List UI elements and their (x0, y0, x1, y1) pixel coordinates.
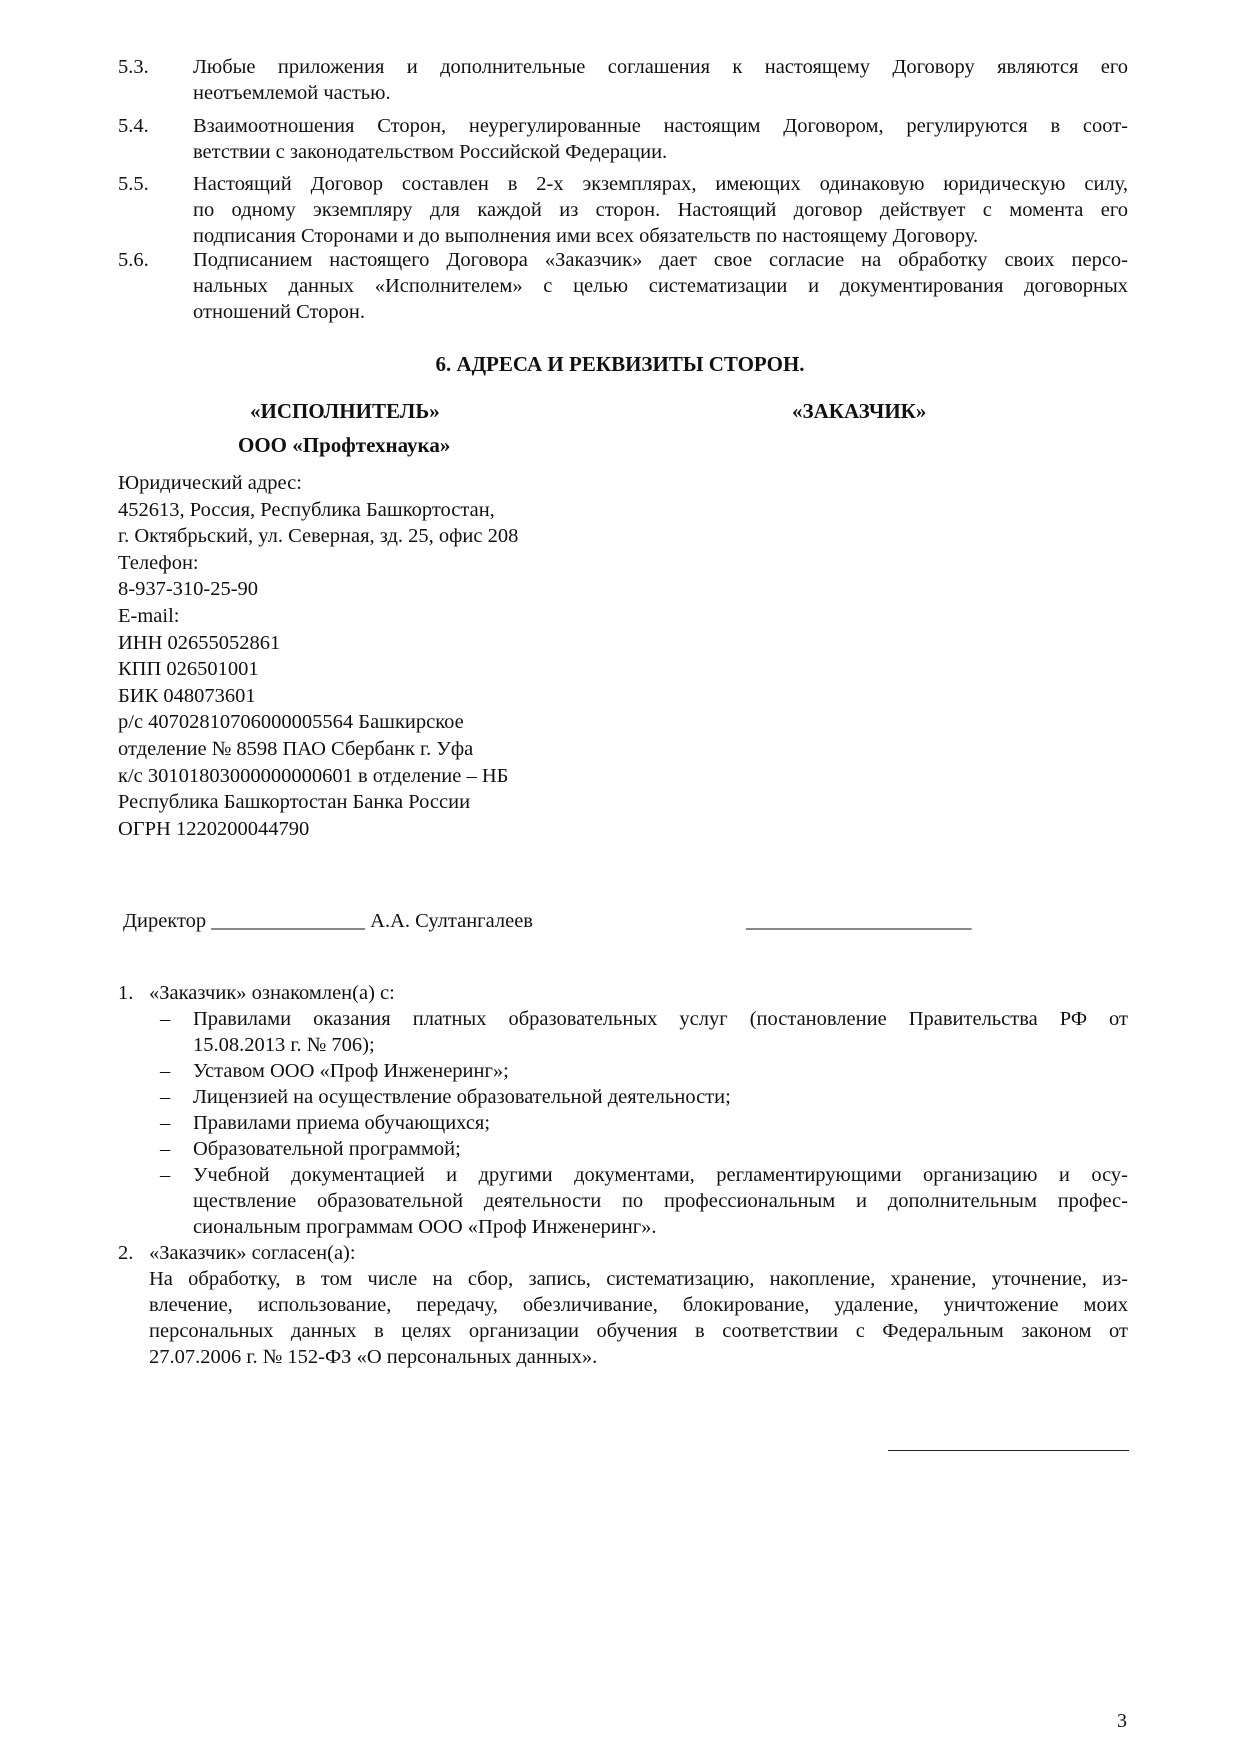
requisite-line: БИК 048073601 (118, 684, 256, 707)
list-item-line: Учебной документацией и другими документами, регламентирующими организацию и осу- (193, 1164, 1128, 1186)
list-item (160, 1006, 1128, 1058)
executor-requisites (118, 470, 518, 842)
requisite-line: ОГРН 1220200044790 (118, 817, 310, 840)
clause-line: по одному экземпляру для каждой из сторон. Настоящий договор действует с момента его (193, 199, 1128, 221)
list-item (160, 1110, 1128, 1136)
list-item-line: Образовательной программой; (193, 1138, 461, 1160)
list-item (160, 1058, 1128, 1084)
clause-line: отношений Сторон. (193, 301, 366, 323)
requisite-line: 452613, Россия, Республика Башкортостан, (118, 498, 495, 521)
clause-5-6 (118, 247, 1128, 325)
section-title: 6. АДРЕСА И РЕКВИЗИТЫ СТОРОН. (435, 352, 805, 376)
requisite-line: р/с 40702810706000005564 Башкирское (118, 711, 464, 734)
dash-bullet: – (160, 1112, 171, 1134)
list-number: 1. (118, 982, 134, 1004)
list-heading: «Заказчик» согласен(а): (149, 1242, 356, 1264)
executor-name: ООО «Профтехнаука» (238, 433, 451, 457)
requisite-line: КПП 026501001 (118, 658, 259, 681)
consent-line: На обработку, в том числе на сбор, запись, систематизацию, накопление, хранение, уточнение, из- (149, 1268, 1128, 1290)
executor-label: «ИСПОЛНИТЕЛЬ» (250, 399, 440, 423)
clause-5-5 (118, 171, 1128, 249)
dash-bullet: – (160, 1086, 171, 1108)
requisite-line: ИНН 02655052861 (118, 631, 281, 654)
customer-consent-signature-line (888, 1450, 1129, 1451)
consent-line: влечение, использование, передачу, обезличивание, блокирование, удаление, уничтожение моих (149, 1294, 1128, 1316)
list-heading: «Заказчик» ознакомлен(а) с: (149, 982, 395, 1004)
requisite-line: г. Октябрьский, ул. Северная, зд. 25, офис 208 (118, 525, 519, 548)
clause-number: 5.3. (118, 56, 149, 78)
dash-bullet: – (160, 1164, 171, 1186)
clause-5-3 (118, 54, 1128, 106)
clause-number: 5.4. (118, 115, 149, 137)
list-item (160, 1162, 1128, 1240)
list-item (160, 1136, 1128, 1162)
clause-line: Любые приложения и дополнительные соглашения к настоящему Договору являются его (193, 56, 1128, 78)
consent-section (118, 1240, 1128, 1370)
requisite-line: E-mail: (118, 604, 180, 627)
dash-bullet: – (160, 1138, 171, 1160)
dash-bullet: – (160, 1060, 171, 1082)
requisite-line: к/с 30101803000000000601 в отделение – НБ (118, 764, 509, 787)
customer-label: «ЗАКАЗЧИК» (792, 399, 927, 423)
clause-line: Настоящий Договор составлен в 2-х экземплярах, имеющих одинаковую юридическую силу, (193, 173, 1128, 195)
list-item-line: Лицензией на осуществление образовательной деятельности; (193, 1086, 731, 1108)
executor-signature-line: Директор _______________ А.А. Султангалеев (123, 910, 533, 932)
acknowledgement-list (118, 980, 1128, 1370)
clause-line: неотъемлемой частью. (193, 82, 391, 104)
customer-signature-line: ______________________ (746, 910, 972, 932)
clause-number: 5.5. (118, 173, 149, 195)
dash-bullet: – (160, 1008, 171, 1030)
requisite-line: отделение № 8598 ПАО Сбербанк г. Уфа (118, 737, 474, 760)
requisite-line: 8-937-310-25-90 (118, 578, 259, 601)
clause-line: нальных данных «Исполнителем» с целью систематизации и документирования договорных (193, 275, 1128, 297)
list-item-line: Правилами приема обучающихся; (193, 1112, 491, 1134)
list-item-line: сиональным программам ООО «Проф Инженеринг». (193, 1216, 657, 1238)
list-item-line: Правилами оказания платных образовательных услуг (постановление Правительства РФ от (193, 1008, 1128, 1030)
list-item-line: 15.08.2013 г. № 706); (193, 1034, 375, 1056)
clause-line: Взаимоотношения Сторон, неурегулированные настоящим Договором, регулируются в соот- (193, 115, 1128, 137)
consent-line: персональных данных в целях организации обучения в соответствии с Федеральным законом от (149, 1320, 1128, 1342)
clause-line: подписания Сторонами и до выполнения ими всех обязательств по настоящему Договору. (193, 225, 979, 247)
clause-number: 5.6. (118, 249, 149, 271)
requisite-line: Юридический адрес: (118, 472, 302, 494)
requisite-line: Телефон: (118, 551, 199, 574)
clause-line: ветствии с законодательством Российской Федерации. (193, 141, 668, 163)
list-item-line: ществление образовательной деятельности по профессиональным и дополнительным профес- (193, 1190, 1128, 1212)
list-item (160, 1084, 1128, 1110)
clause-5-4 (118, 113, 1128, 165)
consent-line: 27.07.2006 г. № 152-ФЗ «О персональных данных». (149, 1346, 598, 1368)
page-number: 3 (1117, 1710, 1127, 1732)
list-item-line: Уставом ООО «Проф Инженеринг»; (193, 1060, 509, 1082)
clause-line: Подписанием настоящего Договора «Заказчик» дает свое согласие на обработку своих персо- (193, 249, 1128, 271)
list-number: 2. (118, 1242, 134, 1264)
requisite-line: Республика Башкортостан Банка России (118, 791, 471, 814)
